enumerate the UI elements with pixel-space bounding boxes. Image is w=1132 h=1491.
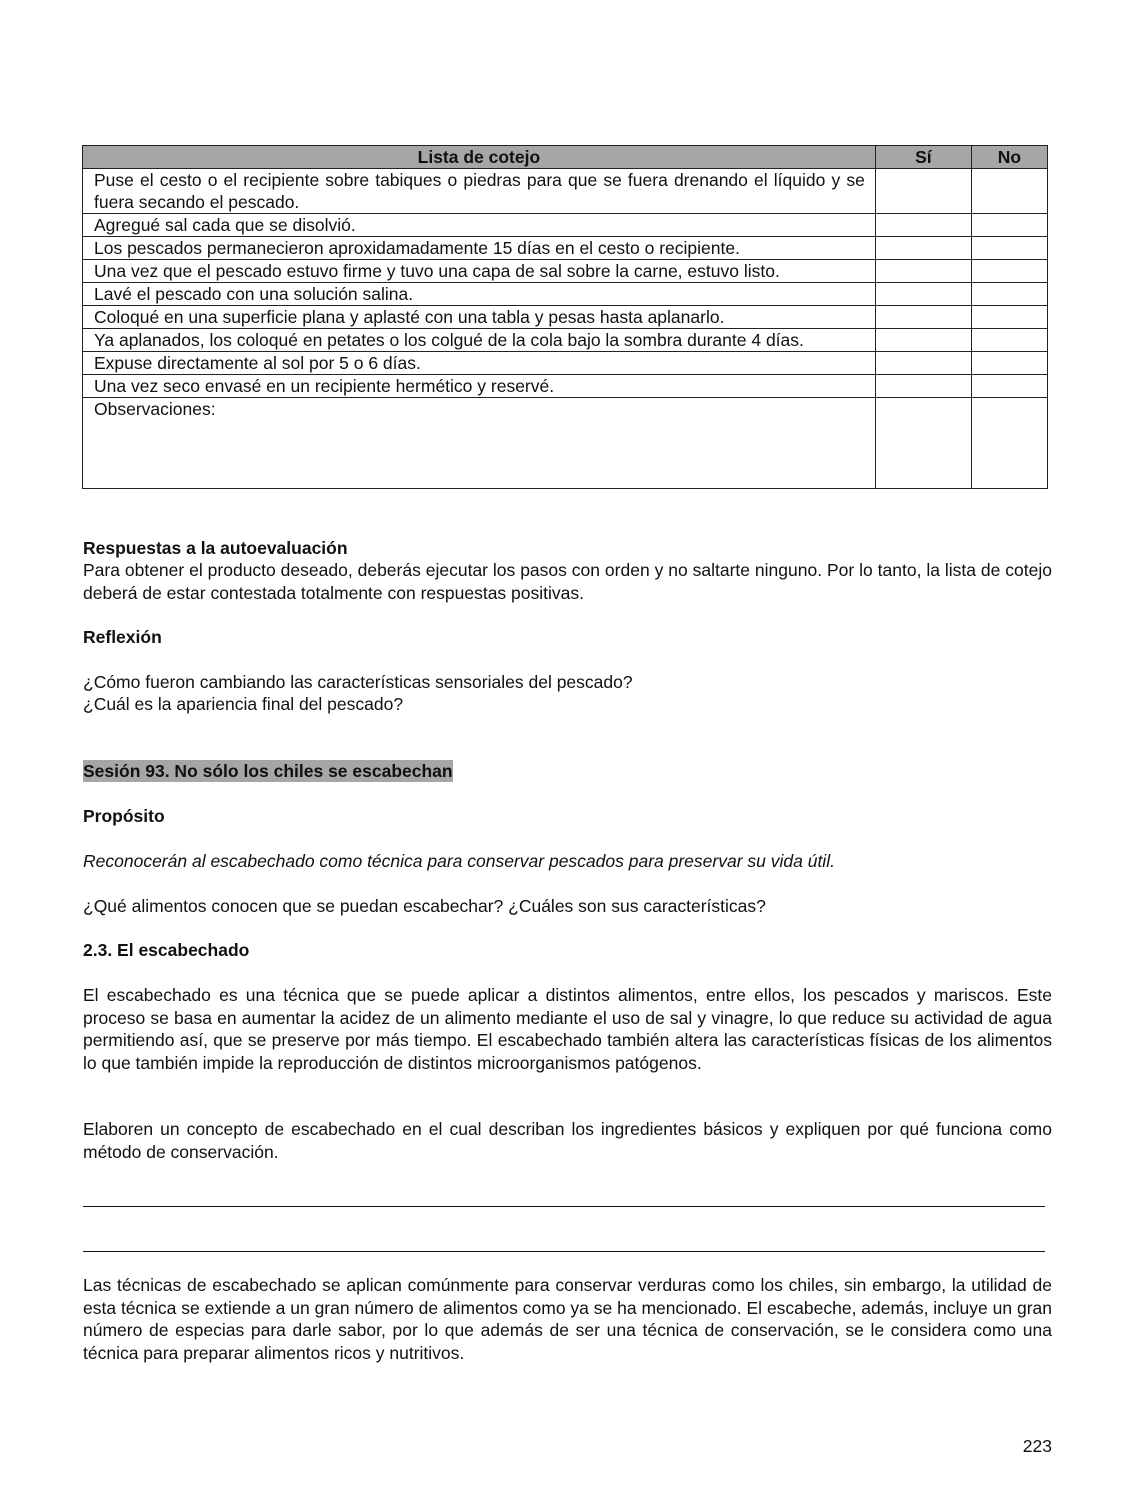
- checklist-yes-cell[interactable]: [875, 214, 971, 237]
- checklist-no-cell[interactable]: [971, 169, 1047, 214]
- checklist-no-cell[interactable]: [971, 306, 1047, 329]
- session-question: ¿Qué alimentos conocen que se puedan escabechar? ¿Cuáles son sus características?: [83, 896, 766, 916]
- reflection-question-2: ¿Cuál es la apariencia final del pescado?: [83, 694, 404, 714]
- checklist-item: Una vez seco envasé en un recipiente hermético y reservé.: [83, 375, 876, 398]
- checklist-item: Lavé el pescado con una solución salina.: [83, 283, 876, 306]
- checklist-item: Los pescados permanecieron aproxidamadamente 15 días en el cesto o recipiente.: [83, 237, 876, 260]
- answer-line[interactable]: [83, 1251, 1045, 1252]
- table-row: [83, 398, 1048, 489]
- checklist-no-cell[interactable]: [971, 260, 1047, 283]
- observations-cell[interactable]: Observaciones:: [83, 398, 876, 489]
- checklist-item: Ya aplanados, los coloqué en petates o los colgué de la cola bajo la sombra durante 4 días.: [83, 329, 876, 352]
- checklist-header-yes: Sí: [875, 146, 971, 169]
- checklist-yes-cell[interactable]: [875, 260, 971, 283]
- table-row: [83, 329, 1048, 352]
- table-row: [83, 169, 1048, 214]
- reflection-heading: Reflexión: [83, 627, 162, 647]
- checklist-yes-cell[interactable]: [875, 306, 971, 329]
- checklist-yes-cell[interactable]: [875, 329, 971, 352]
- checklist-item: Agregué sal cada que se disolvió.: [83, 214, 876, 237]
- table-row: [83, 260, 1048, 283]
- checklist-no-cell[interactable]: [971, 214, 1047, 237]
- checklist-item: Coloqué en una superficie plana y aplasté con una tabla y pesas hasta aplanarlo.: [83, 306, 876, 329]
- table-row: [83, 237, 1048, 260]
- checklist-no-cell[interactable]: [971, 329, 1047, 352]
- answer-line[interactable]: [83, 1206, 1045, 1207]
- checklist-yes-cell[interactable]: [875, 375, 971, 398]
- checklist-header-item: Lista de cotejo: [83, 146, 876, 169]
- session-title: Sesión 93. No sólo los chiles se escabechan: [83, 761, 453, 781]
- checklist-yes-cell[interactable]: [875, 237, 971, 260]
- checklist-no-cell[interactable]: [971, 237, 1047, 260]
- table-row: [83, 283, 1048, 306]
- paragraph-activity: Elaboren un concepto de escabechado en el cual describan los ingredientes básicos y expliquen por qué funciona como método de conservación.: [83, 1119, 1052, 1162]
- purpose-text: Reconocerán al escabechado como técnica para conservar pescados para preservar su vida útil.: [83, 851, 835, 871]
- checklist-no-cell[interactable]: [971, 375, 1047, 398]
- checklist-table: [82, 145, 1048, 489]
- checklist-yes-cell[interactable]: [875, 169, 971, 214]
- checklist-header-no: No: [971, 146, 1047, 169]
- table-row: [83, 375, 1048, 398]
- session-title-wrapper: [83, 760, 1052, 783]
- table-row: [83, 214, 1048, 237]
- checklist-item: Una vez que el pescado estuvo firme y tuvo una capa de sal sobre la carne, estuvo listo.: [83, 260, 876, 283]
- checklist-no-cell[interactable]: [971, 398, 1047, 489]
- checklist-yes-cell[interactable]: [875, 352, 971, 375]
- checklist-item: Puse el cesto o el recipiente sobre tabiques o piedras para que se fuera drenando el líquido y se fuera secando el pescado.: [83, 169, 876, 214]
- checklist-no-cell[interactable]: [971, 283, 1047, 306]
- checklist-no-cell[interactable]: [971, 352, 1047, 375]
- answers-heading: Respuestas a la autoevaluación: [83, 538, 348, 558]
- purpose-heading: Propósito: [83, 806, 165, 826]
- reflection-question-1: ¿Cómo fueron cambiando las características sensoriales del pescado?: [83, 672, 633, 692]
- answers-text: Para obtener el producto deseado, deberás ejecutar los pasos con orden y no saltarte ninguno. Por lo tanto, la lista de cotejo deberá de estar contestada totalmente con respuestas positivas.: [83, 560, 1052, 603]
- page-number: 223: [1022, 1436, 1052, 1456]
- paragraph-conclusion: Las técnicas de escabechado se aplican comúnmente para conservar verduras como los chiles, sin embargo, la utilidad de esta técnica se extiende a un gran número de alimentos como ya se ha mencionado. El escabeche, además, incluye un gran número de especias para darle sabor, por lo que además de ser una técnica de conservación, se le considera como una técnica para preparar alimentos ricos y nutritivos.: [83, 1275, 1052, 1363]
- table-row: [83, 306, 1048, 329]
- section-heading: 2.3. El escabechado: [83, 940, 250, 960]
- checklist-header-row: [83, 146, 1048, 169]
- checklist-yes-cell[interactable]: [875, 398, 971, 489]
- checklist-yes-cell[interactable]: [875, 283, 971, 306]
- paragraph-escabechado: El escabechado es una técnica que se puede aplicar a distintos alimentos, entre ellos, los pescados y mariscos. Este proceso se basa en aumentar la acidez de un alimento mediante el uso de sal y vinagre, lo que reduce su actividad de agua permitiendo así, que se preserve por más tiempo. El escabechado también altera las características físicas de los alimentos lo que también impide la reproducción de distintos microorganismos patógenos.: [83, 985, 1052, 1073]
- table-row: [83, 352, 1048, 375]
- checklist-item: Expuse directamente al sol por 5 o 6 días.: [83, 352, 876, 375]
